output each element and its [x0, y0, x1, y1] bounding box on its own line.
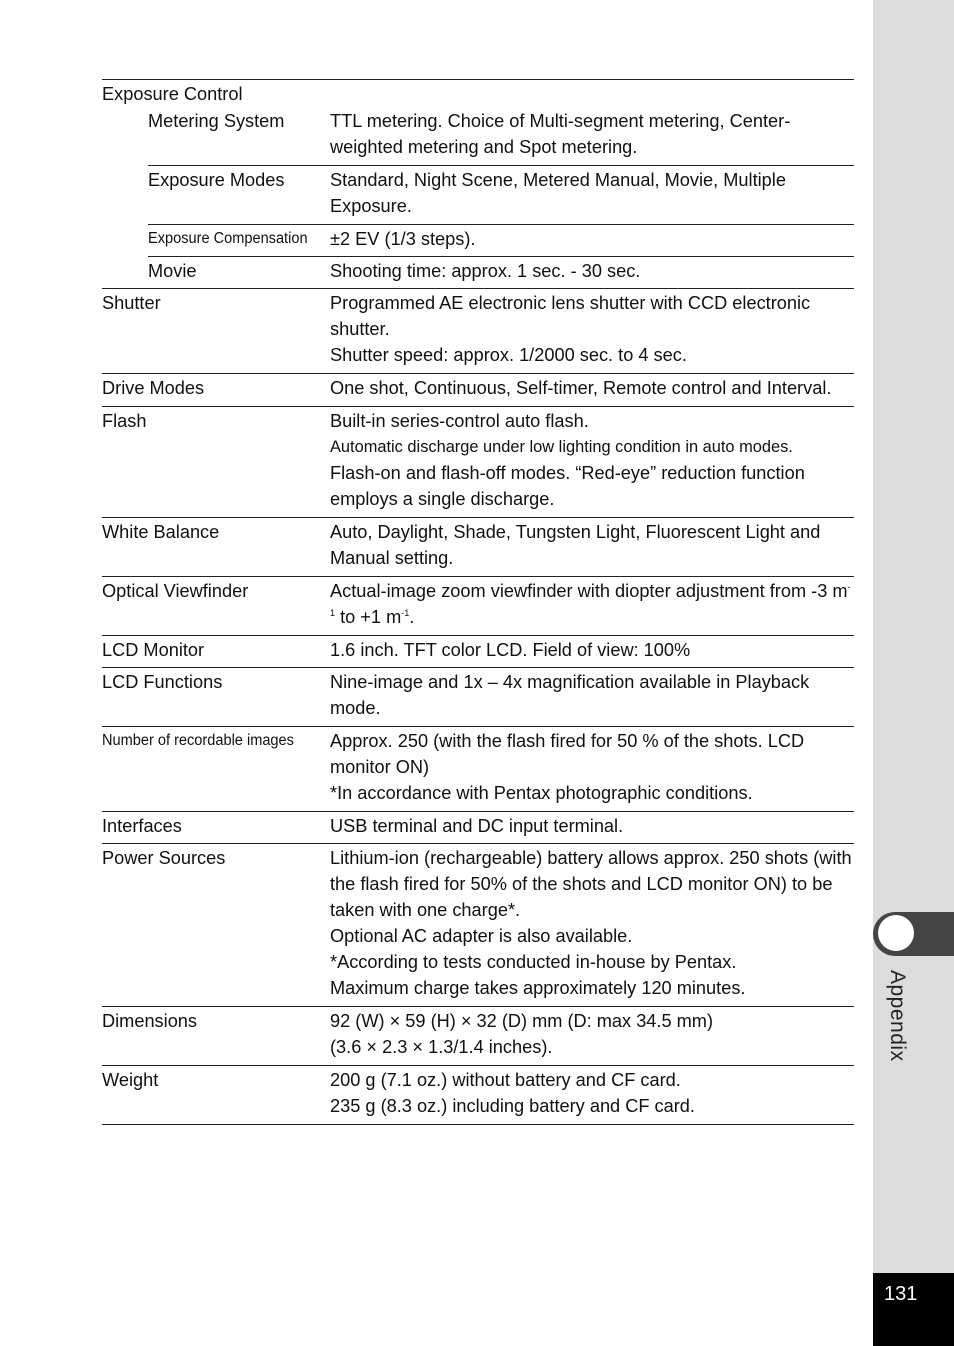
table-row — [148, 225, 854, 257]
row-value — [330, 407, 854, 512]
superscript: -1 — [330, 582, 851, 618]
table-row — [102, 577, 854, 636]
table-row — [102, 844, 854, 1007]
row-value: Auto, Daylight, Shade, Tungsten Light, Fluorescent Light and Manual setting. — [330, 522, 821, 568]
value-line: Optional AC adapter is also available. — [330, 926, 633, 946]
row-value: Nine-image and 1x – 4x magnification available in Playback mode. — [330, 672, 810, 718]
value-line: *According to tests conducted in-house by Pentax. — [330, 952, 737, 972]
table-row — [102, 1066, 854, 1125]
table-row — [102, 668, 854, 727]
row-value — [330, 844, 854, 1001]
row-value: ±2 EV (1/3 steps). — [330, 229, 476, 249]
table-row — [102, 374, 854, 407]
row-value — [330, 727, 854, 806]
value-line: 92 (W) × 59 (H) × 32 (D) mm (D: max 34.5 mm) — [330, 1011, 714, 1031]
row-value: Shooting time: approx. 1 sec. - 30 sec. — [330, 261, 641, 281]
sidebar-strip — [873, 0, 954, 1346]
row-label: Dimensions — [102, 1011, 198, 1031]
superscript: -1 — [401, 608, 410, 618]
row-value — [330, 577, 854, 630]
value-line: Lithium-ion (rechargeable) battery allows approx. 250 shots (with the flash fired for 50% of the shots and LCD monitor ON) to be taken with one charge*. — [330, 848, 852, 920]
row-label: Optical Viewfinder — [102, 581, 249, 601]
value-text: . — [409, 607, 415, 627]
row-label: Drive Modes — [102, 378, 205, 398]
row-label: Shutter — [102, 293, 161, 313]
value-line: Shutter speed: approx. 1/2000 sec. to 4 sec. — [330, 345, 687, 365]
row-label: Interfaces — [102, 816, 182, 836]
row-label: Weight — [102, 1070, 159, 1090]
row-label: Movie — [148, 261, 197, 281]
value-line: Approx. 250 (with the flash fired for 50 % of the shots. LCD monitor ON) — [330, 731, 805, 777]
value-line: Built-in series-control auto flash. — [330, 411, 589, 431]
row-value: One shot, Continuous, Self-timer, Remote control and Interval. — [330, 378, 832, 398]
value-line: *In accordance with Pentax photographic conditions. — [330, 783, 753, 803]
table-row — [102, 518, 854, 577]
table-row — [102, 257, 854, 289]
row-label: Exposure Compensation — [148, 230, 308, 247]
row-label: Exposure Modes — [148, 170, 285, 190]
spec-table — [102, 79, 854, 1125]
row-label: Metering System — [148, 111, 285, 131]
table-row — [102, 812, 854, 844]
table-row — [102, 80, 854, 107]
row-value: Standard, Night Scene, Metered Manual, Movie, Multiple Exposure. — [330, 170, 786, 216]
value-line: 200 g (7.1 oz.) without battery and CF card. — [330, 1070, 681, 1090]
row-value: TTL metering. Choice of Multi-segment metering, Center-weighted metering and Spot metering. — [330, 111, 791, 157]
table-row — [102, 289, 854, 374]
value-text: Actual-image zoom viewfinder with diopter adjustment from -3 m — [330, 581, 848, 601]
chapter-circle-icon — [878, 915, 914, 951]
table-row — [148, 107, 854, 166]
row-label: Flash — [102, 411, 147, 431]
row-label: LCD Functions — [102, 672, 223, 692]
row-value — [330, 1007, 854, 1060]
table-row — [102, 636, 854, 668]
chapter-label: Appendix — [886, 970, 909, 1062]
row-value — [330, 289, 854, 368]
value-text: to +1 m — [335, 607, 402, 627]
page-number: 131 — [884, 1283, 918, 1305]
row-label: Exposure Control — [102, 84, 243, 104]
table-row — [102, 1007, 854, 1066]
value-line: Maximum charge takes approximately 120 minutes. — [330, 978, 746, 998]
row-label: Number of recordable images — [102, 732, 294, 749]
row-label: Power Sources — [102, 848, 226, 868]
row-value: 1.6 inch. TFT color LCD. Field of view: 100% — [330, 640, 691, 660]
row-label: LCD Monitor — [102, 640, 205, 660]
row-value — [330, 1066, 854, 1119]
row-label: White Balance — [102, 522, 220, 542]
table-row — [102, 407, 854, 518]
value-line: (3.6 × 2.3 × 1.3/1.4 inches). — [330, 1037, 553, 1057]
value-line: Flash-on and flash-off modes. “Red-eye” reduction function employs a single discharge. — [330, 463, 805, 509]
table-row — [102, 727, 854, 812]
value-line: 235 g (8.3 oz.) including battery and CF card. — [330, 1096, 695, 1116]
row-value: USB terminal and DC input terminal. — [330, 816, 624, 836]
table-row — [148, 166, 854, 225]
value-line: Automatic discharge under low lighting condition in auto modes. — [330, 438, 793, 456]
value-line: Programmed AE electronic lens shutter with CCD electronic shutter. — [330, 293, 811, 339]
